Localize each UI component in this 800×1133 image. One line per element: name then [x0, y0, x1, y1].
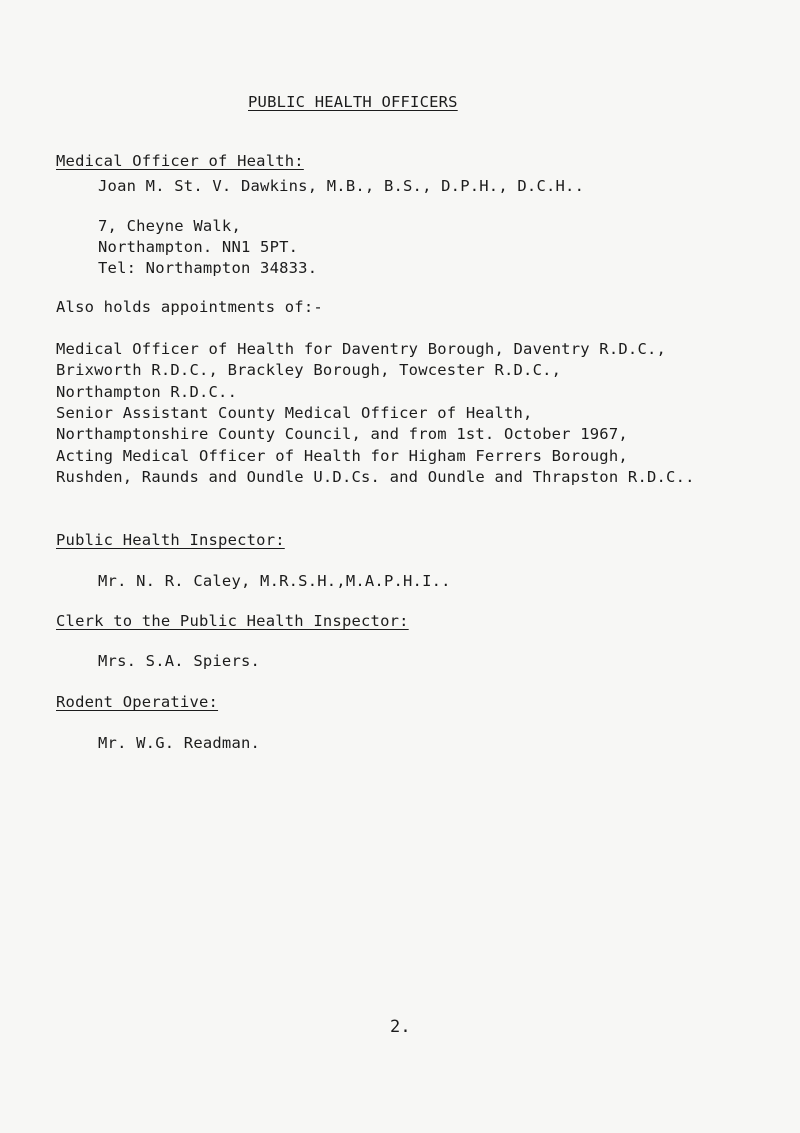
clerk-heading: Clerk to the Public Health Inspector: [56, 612, 409, 630]
appointment-line: Northampton R.D.C.. [56, 383, 238, 401]
moh-heading: Medical Officer of Health: [56, 152, 304, 170]
address-line: 7, Cheyne Walk, [98, 217, 241, 235]
moh-name: Joan M. St. V. Dawkins, M.B., B.S., D.P.H., D.C.H.. [98, 177, 585, 195]
appointments-intro: Also holds appointments of:- [56, 298, 323, 316]
appointment-line: Acting Medical Officer of Health for Higham Ferrers Borough, [56, 447, 628, 465]
page-number: 2. [390, 1017, 411, 1037]
phi-heading: Public Health Inspector: [56, 531, 285, 549]
appointment-line: Brixworth R.D.C., Brackley Borough, Towcester R.D.C., [56, 361, 562, 379]
appointment-line: Rushden, Raunds and Oundle U.D.Cs. and Oundle and Thrapston R.D.C.. [56, 468, 695, 486]
address-line: Tel: Northampton 34833. [98, 259, 318, 277]
appointment-line: Northamptonshire County Council, and from 1st. October 1967, [56, 425, 628, 443]
address-line: Northampton. NN1 5PT. [98, 238, 299, 256]
page-title: PUBLIC HEALTH OFFICERS [248, 93, 458, 111]
appointment-line: Senior Assistant County Medical Officer of Health, [56, 404, 533, 422]
rodent-name: Mr. W.G. Readman. [98, 734, 261, 752]
phi-name: Mr. N. R. Caley, M.R.S.H.,M.A.P.H.I.. [98, 572, 451, 590]
clerk-name: Mrs. S.A. Spiers. [98, 652, 261, 670]
rodent-heading: Rodent Operative: [56, 693, 219, 711]
appointment-line: Medical Officer of Health for Daventry Borough, Daventry R.D.C., [56, 340, 667, 358]
